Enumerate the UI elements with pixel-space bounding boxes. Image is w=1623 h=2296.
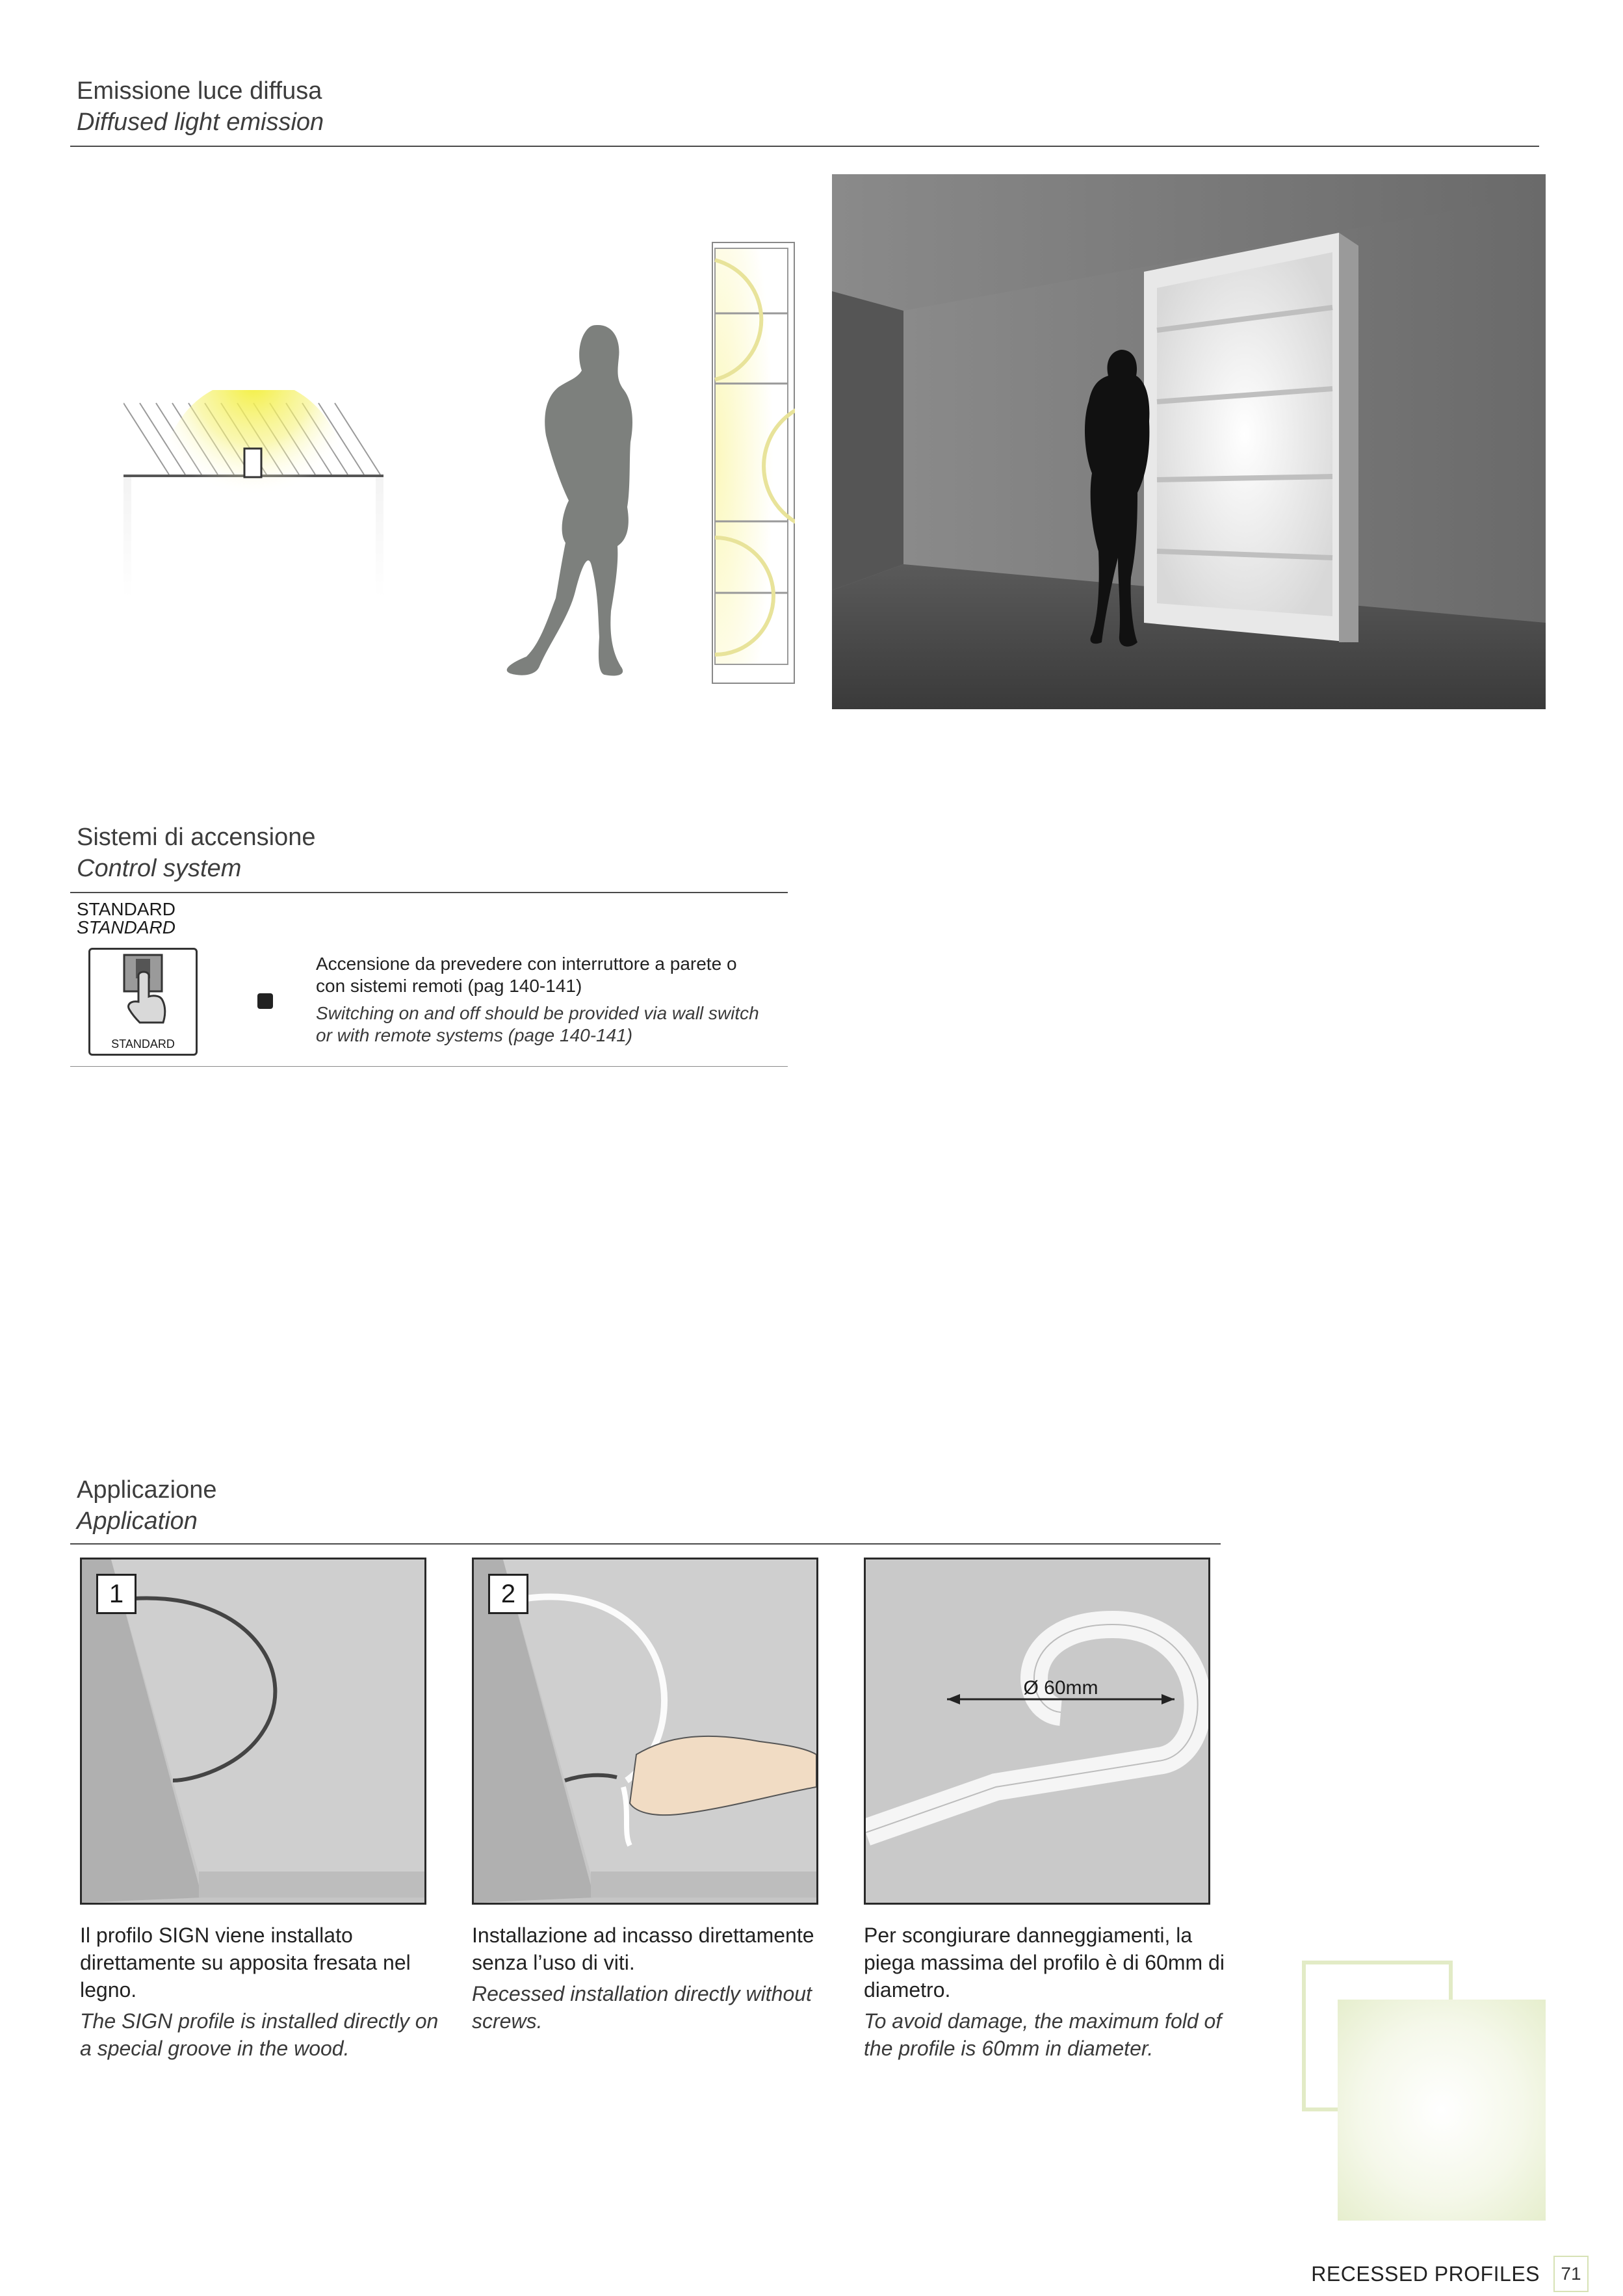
step-3-illustration (864, 1558, 1210, 1905)
control-rule (70, 892, 788, 893)
control-type-it: STANDARD (77, 899, 175, 919)
step-2-number: 2 (488, 1574, 528, 1614)
step-2-illustration (472, 1558, 818, 1905)
standard-switch-icon-label: STANDARD (111, 1037, 175, 1050)
shelf-render-photo (832, 174, 1546, 709)
step-3-caption (864, 1922, 1228, 2062)
step-1-caption (80, 1922, 444, 2062)
step-3-text-it: Per scongiurare danneggiamenti, la piega massima del profilo è di 60mm di diametro. (864, 1924, 1225, 2002)
step-2-caption (472, 1922, 836, 2035)
step-1-text-en: The SIGN profile is installed directly on a special groove in the wood. (80, 2009, 439, 2060)
emission-title-it: Emissione luce diffusa (77, 77, 322, 105)
step-1-text-it: Il profilo SIGN viene installato direttamente su apposita fresata nel legno. (80, 1924, 411, 2002)
control-type-block (77, 898, 175, 939)
page-number: 71 (1553, 2256, 1589, 2292)
control-title-en: Control system (77, 855, 242, 882)
diameter-label: Ø 60mm (1023, 1677, 1098, 1699)
application-title-en: Application (77, 1507, 198, 1535)
control-type-en: STANDARD (77, 917, 175, 937)
control-desc-it: Accensione da prevedere con interruttore a parete o con sistemi remoti (pag 140-141) (316, 954, 737, 996)
woman-silhouette-figure (500, 319, 656, 683)
control-desc-en: Switching on and off should be provided via wall switch or with remote systems (page 140-141) (316, 1003, 759, 1045)
control-bottom-rule (70, 1066, 788, 1067)
application-title-it: Applicazione (77, 1476, 217, 1504)
emission-rule (70, 146, 1539, 147)
decorative-square-front (1338, 2000, 1546, 2221)
step-1-illustration (80, 1558, 426, 1905)
application-rule (70, 1543, 1221, 1545)
emission-title-en: Diffused light emission (77, 109, 324, 136)
shelf-elevation-figure (712, 242, 795, 684)
hand-press-icon (90, 950, 196, 1034)
step-3-text-en: To avoid damage, the maximum fold of the profile is 60mm in diameter. (864, 2009, 1222, 2060)
standard-switch-icon (88, 948, 198, 1056)
application-title (77, 1474, 216, 1537)
emission-title (77, 75, 324, 138)
standard-indicator-square (257, 993, 273, 1009)
footer-section-label: RECESSED PROFILES (1311, 2262, 1540, 2286)
step-2-text-it: Installazione ad incasso direttamente senza l’uso di viti. (472, 1924, 814, 1974)
control-title-it: Sistemi di accensione (77, 824, 316, 851)
step-1-number: 1 (96, 1574, 136, 1614)
step-2-text-en: Recessed installation directly without screws. (472, 1982, 812, 2033)
section-diagram (123, 390, 383, 598)
control-description (316, 953, 764, 1047)
control-title (77, 822, 316, 884)
